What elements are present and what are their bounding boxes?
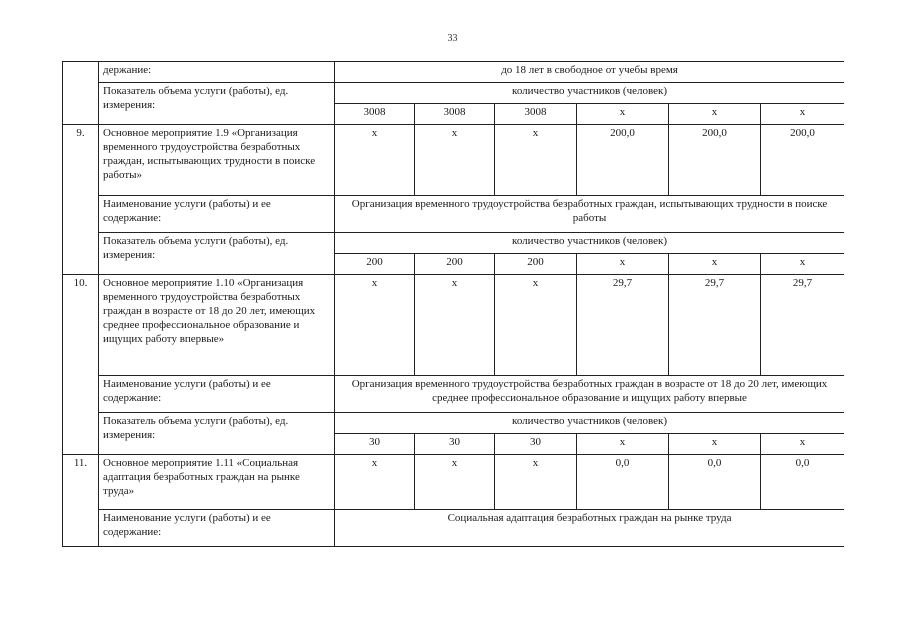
value-cell: х — [577, 104, 669, 125]
value-cell: 29,7 — [761, 275, 845, 376]
value-cell: 29,7 — [669, 275, 761, 376]
table-row — [63, 413, 845, 434]
table-row — [63, 62, 845, 83]
table-row — [63, 125, 845, 196]
program-table — [62, 61, 844, 547]
value-cell: х — [335, 275, 415, 376]
value-cell: 30 — [495, 434, 577, 455]
indicator-unit-cell: количество участников (человек) — [335, 83, 845, 104]
indicator-unit-cell: количество участников (человек) — [335, 233, 845, 254]
number-cell — [63, 254, 99, 275]
indicator-label-cell: Показатель объема услуги (работы), ед. измерения: — [99, 233, 335, 275]
table-row — [63, 196, 845, 233]
service-value-cell: Организация временного трудоустройства безработных граждан, испытывающих трудности в поиске работы — [335, 196, 845, 233]
indicator-unit-cell: количество участников (человек) — [335, 413, 845, 434]
value-cell: х — [415, 125, 495, 196]
value-cell: 200 — [495, 254, 577, 275]
service-label-cell: Наименование услуги (работы) и ее содержание: — [99, 196, 335, 233]
value-cell: х — [577, 434, 669, 455]
service-label-cell: держание: — [99, 62, 335, 83]
value-cell: 3008 — [335, 104, 415, 125]
value-cell: 200 — [415, 254, 495, 275]
item-number: 10. — [63, 275, 99, 376]
service-value-cell: Организация временного трудоустройства безработных граждан в возрасте от 18 до 20 лет, имеющих среднее профессиональное образование и ищущих работу впервые — [335, 376, 845, 413]
value-cell: 0,0 — [577, 455, 669, 510]
number-cell — [63, 62, 99, 83]
value-cell: х — [335, 455, 415, 510]
service-value-cell: до 18 лет в свободное от учебы время — [335, 62, 845, 83]
value-cell: х — [415, 455, 495, 510]
page-number: 33 — [447, 33, 458, 44]
value-cell: 3008 — [415, 104, 495, 125]
number-cell — [63, 510, 99, 547]
value-cell: 0,0 — [761, 455, 845, 510]
number-cell — [63, 104, 99, 125]
value-cell: 200 — [335, 254, 415, 275]
value-cell: х — [335, 125, 415, 196]
value-cell: 30 — [415, 434, 495, 455]
table-row — [63, 376, 845, 413]
number-cell — [63, 376, 99, 413]
document-sheet — [62, 61, 844, 583]
number-cell — [63, 434, 99, 455]
table-row — [63, 233, 845, 254]
value-cell: 3008 — [495, 104, 577, 125]
value-cell: х — [669, 104, 761, 125]
table-row — [63, 275, 845, 376]
value-cell: х — [415, 275, 495, 376]
value-cell: 200,0 — [669, 125, 761, 196]
service-label-cell: Наименование услуги (работы) и ее содержание: — [99, 376, 335, 413]
value-cell: х — [761, 104, 845, 125]
value-cell: 0,0 — [669, 455, 761, 510]
number-cell — [63, 233, 99, 254]
indicator-label-cell: Показатель объема услуги (работы), ед. измерения: — [99, 83, 335, 125]
table-row — [63, 83, 845, 104]
value-cell: 30 — [335, 434, 415, 455]
value-cell: 200,0 — [577, 125, 669, 196]
service-value-cell: Социальная адаптация безработных граждан на рынке труда — [335, 510, 845, 547]
value-cell: х — [761, 254, 845, 275]
activity-description: Основное мероприятие 1.11 «Социальная адаптация безработных граждан на рынке труда» — [99, 455, 335, 510]
value-cell: 29,7 — [577, 275, 669, 376]
item-number: 11. — [63, 455, 99, 510]
table-row — [63, 455, 845, 510]
value-cell: 200,0 — [761, 125, 845, 196]
number-cell — [63, 413, 99, 434]
activity-description: Основное мероприятие 1.9 «Организация временного трудоустройства безработных граждан, испытывающих трудности в поиске работы» — [99, 125, 335, 196]
number-cell — [63, 196, 99, 233]
value-cell: х — [669, 254, 761, 275]
value-cell: х — [495, 125, 577, 196]
value-cell: х — [495, 455, 577, 510]
value-cell: х — [761, 434, 845, 455]
activity-description: Основное мероприятие 1.10 «Организация временного трудоустройства безработных граждан в возрасте от 18 до 20 лет, имеющих среднее профессиональное образование и ищущих работу впервые» — [99, 275, 335, 376]
value-cell: х — [577, 254, 669, 275]
value-cell: х — [669, 434, 761, 455]
value-cell: х — [495, 275, 577, 376]
table-row — [63, 510, 845, 547]
service-label-cell: Наименование услуги (работы) и ее содержание: — [99, 510, 335, 547]
number-cell — [63, 83, 99, 104]
item-number: 9. — [63, 125, 99, 196]
indicator-label-cell: Показатель объема услуги (работы), ед. измерения: — [99, 413, 335, 455]
